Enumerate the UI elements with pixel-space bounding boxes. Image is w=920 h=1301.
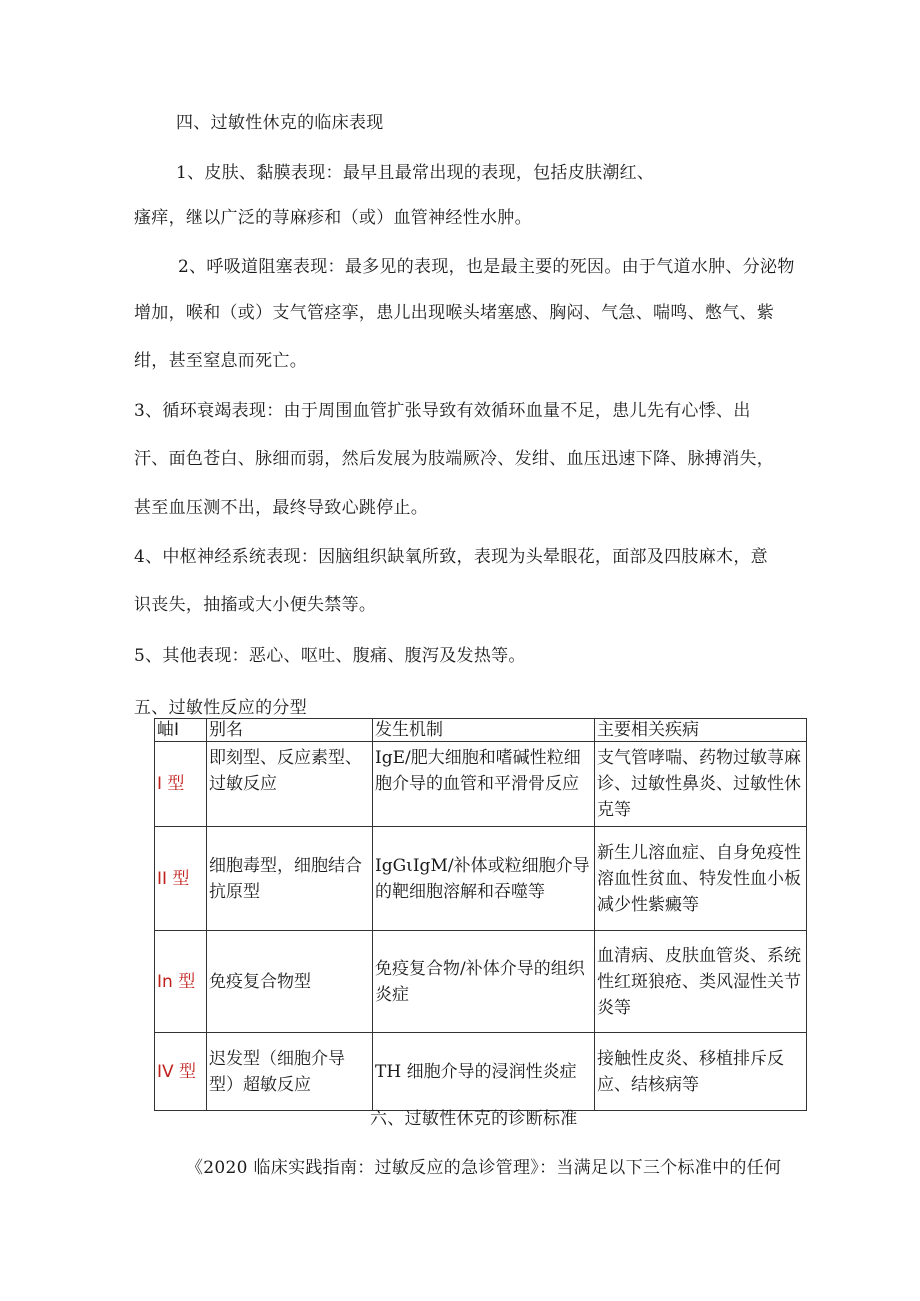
alias-cell: 即刻型、反应素型、过敏反应	[207, 742, 373, 827]
table-row	[155, 742, 807, 827]
section4-p1-line2: 瘙痒，继以广泛的荨麻疹和（或）血管神经性水肿。	[134, 208, 532, 228]
mechanism-cell: IgGιIgM/补体或粒细胞介导的靶细胞溶解和吞噬等	[373, 827, 595, 931]
header-alias: 别名	[207, 719, 373, 742]
section4-p4-line2: 识丧失，抽搐或大小便失禁等。	[134, 595, 377, 615]
section4-p2-line1: 2、呼吸道阻塞表现：最多见的表现，也是最主要的死因。由于气道水肿、分泌物	[178, 257, 795, 277]
header-type: 岫I	[155, 719, 207, 742]
table-row	[155, 931, 807, 1033]
section4-title: 四、过敏性休克的临床表现	[176, 113, 384, 133]
section5-title: 五、过敏性反应的分型	[134, 698, 307, 718]
disease-cell: 接触性皮炎、移植排斥反应、结核病等	[595, 1033, 807, 1111]
alias-cell: 迟发型（细胞介导型）超敏反应	[207, 1033, 373, 1111]
section4-p1-line1: 1、皮肤、黏膜表现：最早且最常出现的表现，包括皮肤潮红、	[176, 163, 655, 183]
type-cell: II 型	[155, 827, 207, 931]
table-row	[155, 1033, 807, 1111]
section4-p3-line2: 汗、面色苍白、脉细而弱，然后发展为肢端厥冷、发绀、血压迅速下降、脉搏消失，	[134, 449, 775, 469]
section4-p3-line1: 3、循环衰竭表现：由于周围血管扩张导致有效循环血量不足，患儿先有心悸、出	[134, 401, 751, 421]
type-cell: IV 型	[155, 1033, 207, 1111]
alias-cell: 细胞毒型，细胞结合抗原型	[207, 827, 373, 931]
disease-cell: 支气管哮喘、药物过敏荨麻诊、过敏性鼻炎、过敏性休克等	[595, 742, 807, 827]
disease-cell: 血清病、皮肤血管炎、系统性红斑狼疮、类风湿性关节炎等	[595, 931, 807, 1033]
mechanism-cell: TH 细胞介导的浸润性炎症	[373, 1033, 595, 1111]
mechanism-cell: IgE/肥大细胞和嗜碱性粒细胞介导的血管和平滑骨反应	[373, 742, 595, 827]
section4-p4-line1: 4、中枢神经系统表现：因脑组织缺氧所致，表现为头晕眼花，面部及四肢麻木，意	[134, 547, 768, 567]
type-cell: In 型	[155, 931, 207, 1033]
section6-title: 六、过敏性休克的诊断标准	[370, 1109, 578, 1129]
section4-p3-line3: 甚至血压测不出，最终导致心跳停止。	[134, 498, 429, 518]
header-mechanism: 发生机制	[373, 719, 595, 742]
type-cell: I 型	[155, 742, 207, 827]
section4-p2-line2: 增加，喉和（或）支气管痉挛，患儿出现喉头堵塞感、胸闷、气急、喘鸣、憋气、紫	[134, 303, 775, 323]
table-header-row	[155, 719, 807, 742]
table-row	[155, 827, 807, 931]
section6-p1-line1: 《2020 临床实践指南：过敏反应的急诊管理》：当满足以下三个标准中的任何	[186, 1158, 782, 1178]
section4-p2-line3: 绀，甚至窒息而死亡。	[134, 351, 307, 371]
header-disease: 主要相关疾病	[595, 719, 807, 742]
mechanism-cell: 免疫复合物/补体介导的组织炎症	[373, 931, 595, 1033]
section4-p5-line1: 5、其他表现：恶心、呕吐、腹痛、腹泻及发热等。	[134, 646, 526, 666]
disease-cell: 新生儿溶血症、自身免疫性溶血性贫血、特发性血小板减少性紫癜等	[595, 827, 807, 931]
alias-cell: 免疫复合物型	[207, 931, 373, 1033]
allergy-types-table	[154, 718, 807, 1111]
